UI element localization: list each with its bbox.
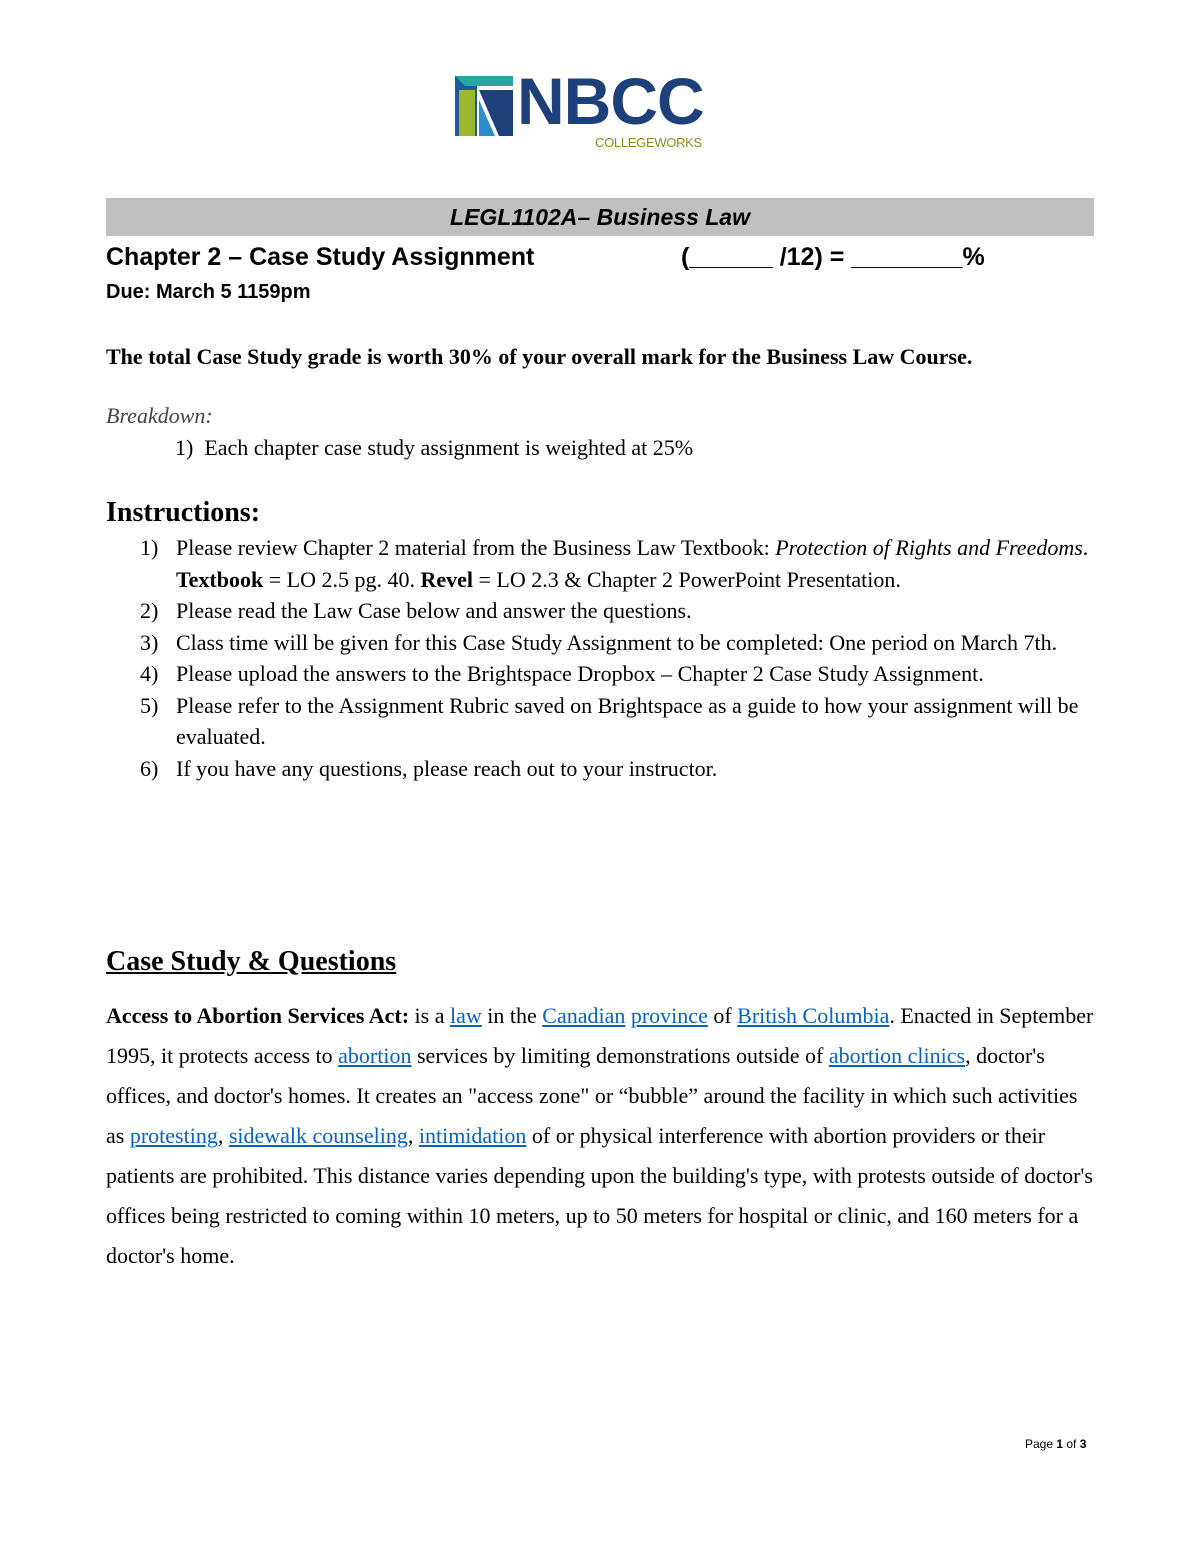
instruction-number: 5) <box>140 692 159 718</box>
logo-subtext: COLLEGEWORKS <box>595 135 702 150</box>
breakdown-label: Breakdown: <box>106 403 213 428</box>
case-text: . Enacted in September 1995, it protects access to <box>106 1003 1094 1068</box>
course-title-bar: LEGL1102A– Business Law <box>106 198 1094 236</box>
textbook-label: Textbook <box>176 566 264 592</box>
act-title: Access to Abortion Services Act: <box>106 1003 410 1028</box>
page-number: 1 <box>1056 1437 1064 1451</box>
instruction-item <box>106 690 1096 753</box>
instruction-text: = LO 2.3 & Chapter 2 PowerPoint Presentation. <box>472 566 901 592</box>
due-date: Due: March 5 1159pm <box>106 281 311 303</box>
instructions-heading: Instructions: <box>106 497 261 528</box>
instruction-text: Class time will be given for this Case Study Assignment to be completed: One period on March 7th. <box>176 629 1058 655</box>
instructions-list <box>106 532 1096 784</box>
instruction-item <box>106 753 1096 785</box>
instruction-item <box>106 658 1096 690</box>
instruction-item <box>106 627 1096 659</box>
case-study-paragraph <box>106 996 1096 1276</box>
case-text: of <box>707 1003 738 1028</box>
case-text: of or physical interference with abortion providers or their patients are prohibited. This distance varies depending upon the building's type, with protests outside of doctor's offices being restricted to coming within 10 meters, up to 50 meters for hospital or clinic, and 160 meters for a doctor's home. <box>106 1123 1093 1268</box>
case-text: is a <box>409 1003 450 1028</box>
case-text: services by limiting demonstrations outside of <box>411 1043 829 1068</box>
case-text: in the <box>481 1003 543 1028</box>
instruction-text: If you have any questions, please reach out to your instructor. <box>176 755 718 781</box>
textbook-chapter-title: Protection of Rights and Freedoms <box>775 535 1083 560</box>
nbcc-logo <box>455 64 755 154</box>
footer-label: Page <box>1025 1437 1057 1451</box>
link-canadian[interactable]: Canadian <box>542 1003 626 1028</box>
footer-of: of <box>1063 1437 1080 1451</box>
link-british-columbia[interactable]: British Columbia <box>737 1003 890 1028</box>
instruction-number: 4) <box>140 661 159 686</box>
link-abortion-clinics[interactable]: abortion clinics <box>828 1043 966 1068</box>
total-grade-statement: The total Case Study grade is worth 30% of your overall mark for the Business Law Course. <box>106 344 973 369</box>
instruction-number: 1) <box>140 535 159 560</box>
case-study-heading: Case Study & Questions <box>106 946 397 977</box>
instruction-number: 3) <box>140 629 159 655</box>
instruction-item <box>106 532 1096 595</box>
breakdown-item-text: Each chapter case study assignment is weighted at 25% <box>204 435 694 460</box>
link-province[interactable]: province <box>630 1003 708 1028</box>
instruction-text: = LO 2.5 pg. 40. <box>263 566 421 592</box>
case-text: , doctor's offices, and doctor's homes. It creates an "access zone" or “bubble” around the facility in which such activities as <box>106 1043 1078 1148</box>
page-total: 3 <box>1079 1437 1087 1451</box>
instruction-text: Please read the Law Case below and answer the questions. <box>176 598 692 623</box>
link-intimidation[interactable]: intimidation <box>418 1123 527 1148</box>
logo-wordmark: NBCC <box>517 64 704 138</box>
instruction-item <box>106 595 1096 627</box>
revel-label: Revel <box>420 566 473 592</box>
instruction-text: Please refer to the Assignment Rubric saved on Brightspace as a guide to how your assignment will be evaluated. <box>176 692 1079 749</box>
case-text: , <box>217 1123 229 1148</box>
breakdown-item-number: 1) <box>175 435 194 460</box>
link-abortion[interactable]: abortion <box>338 1043 412 1068</box>
breakdown-item <box>175 435 693 461</box>
instruction-text: . <box>1082 535 1089 560</box>
instruction-number: 2) <box>140 598 159 623</box>
link-sidewalk-counseling[interactable]: sidewalk counseling <box>228 1123 408 1148</box>
case-text: , <box>407 1123 419 1148</box>
chapter-title: Chapter 2 – Case Study Assignment <box>106 243 535 271</box>
instruction-text: Please review Chapter 2 material from the Business Law Textbook: <box>176 535 776 560</box>
score-line: (______ /12) = ________% <box>681 243 985 271</box>
instruction-text: Please upload the answers to the Brightspace Dropbox – Chapter 2 Case Study Assignment. <box>176 661 984 686</box>
link-law[interactable]: law <box>450 1003 482 1028</box>
instruction-number: 6) <box>140 755 159 781</box>
link-protesting[interactable]: protesting <box>129 1123 218 1148</box>
nbcc-emblem-icon <box>455 76 515 136</box>
page-footer <box>1025 1437 1086 1451</box>
